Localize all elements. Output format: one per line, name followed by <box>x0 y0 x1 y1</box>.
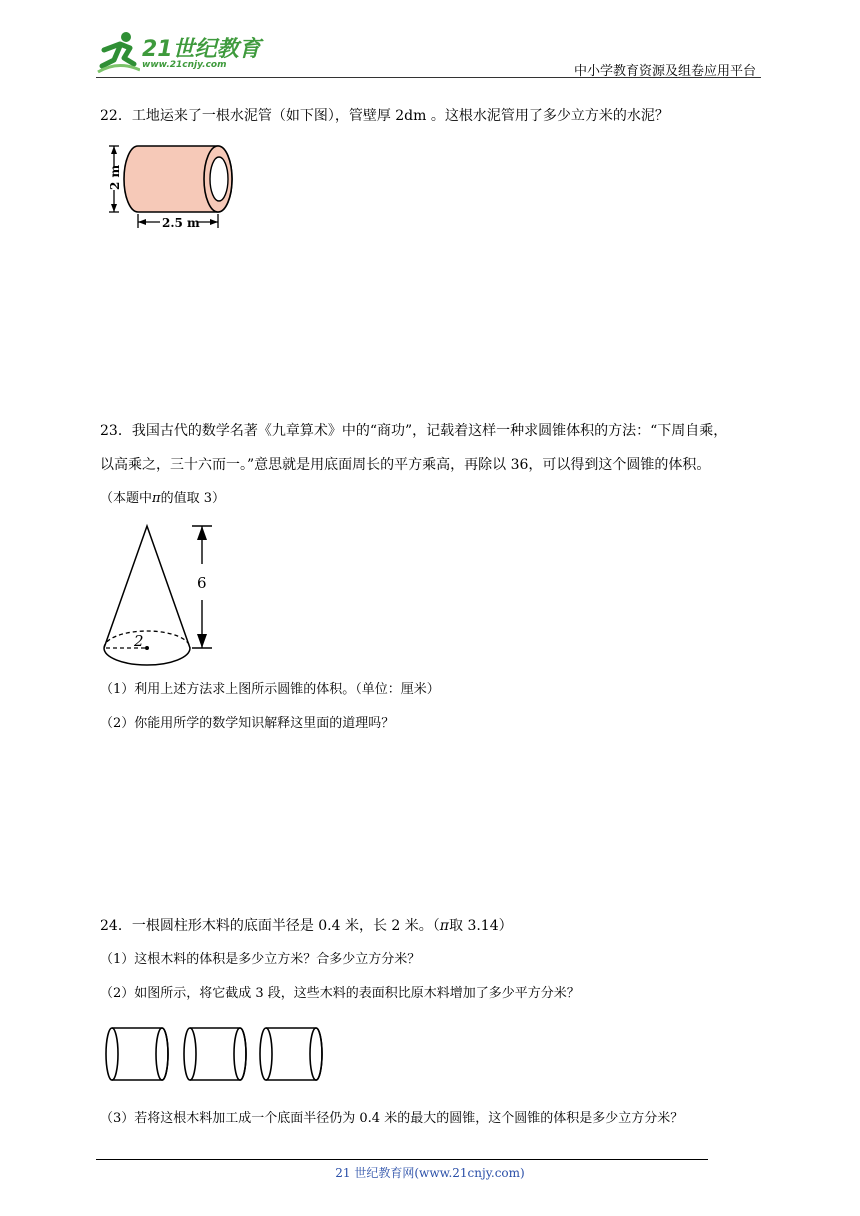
cone-radius-label: 2 <box>134 632 144 650</box>
pipe-figure <box>100 140 240 232</box>
log-segment-3 <box>260 1028 322 1080</box>
logo-text: 21世纪教育 <box>142 37 261 62</box>
question-24 <box>100 916 513 936</box>
question-22: 22．工地运来了一根水泥管（如下图），管壁厚 2dm 。这根水泥管用了多少立方米的水泥？ <box>100 108 669 124</box>
footer-link[interactable]: 21 世纪教育网(www.21cnjy.com) <box>335 1166 525 1180</box>
header-divider <box>96 77 761 78</box>
question-23-line2: 以高乘之，三十六而一。”意思就是用底面周长的平方乘高，再除以 36，可以得到这个圆锥的体积。 <box>100 457 711 473</box>
question-23-part2: （2）你能用所学的数学知识解释这里面的道理吗？ <box>100 716 395 731</box>
footer-divider <box>96 1159 708 1160</box>
runner-icon <box>96 30 140 76</box>
pipe-height-label: 2 m <box>108 164 122 190</box>
question-24-text: 24．一根圆柱形木料的底面半径是 0.4 米，长 2 米。（ <box>100 918 440 934</box>
log-segment-1 <box>106 1028 168 1080</box>
logo-url: www.21cnjy.com <box>142 60 227 70</box>
platform-title: 中小学教育资源及组卷应用平台 <box>573 64 756 79</box>
logo <box>96 30 266 78</box>
note-suffix: 的值取 3） <box>160 491 225 506</box>
question-23-line3 <box>100 489 225 509</box>
log-segment-2 <box>184 1028 246 1080</box>
question-24-part3: （3）若将这根木料加工成一个底面半径仍为 0.4 米的最大的圆锥，这个圆锥的体积是多少立方分米？ <box>100 1111 684 1126</box>
question-24-part1: （1）这根木料的体积是多少立方米？合多少立方分米？ <box>100 952 421 967</box>
pi-symbol: π <box>152 491 161 506</box>
cone-height-label: 6 <box>197 574 207 592</box>
cone-figure <box>100 520 220 670</box>
question-24-part2: （2）如图所示，将它截成 3 段，这些木料的表面积比原木料增加了多少平方分米？ <box>100 986 580 1001</box>
pi-symbol: π <box>439 918 449 934</box>
question-24-pi-value: 取 3.14） <box>449 918 513 934</box>
question-23-line1: 23．我国古代的数学名著《九章算术》中的“商功”，记载着这样一种求圆锥体积的方法：“下周自乘， <box>100 423 728 439</box>
note-prefix: （本题中 <box>100 491 153 506</box>
pipe-length-label: 2.5 m <box>162 216 200 230</box>
question-23-part1: （1）利用上述方法求上图所示圆锥的体积。（单位：厘米） <box>100 682 440 697</box>
cut-log-figure <box>100 1020 330 1090</box>
